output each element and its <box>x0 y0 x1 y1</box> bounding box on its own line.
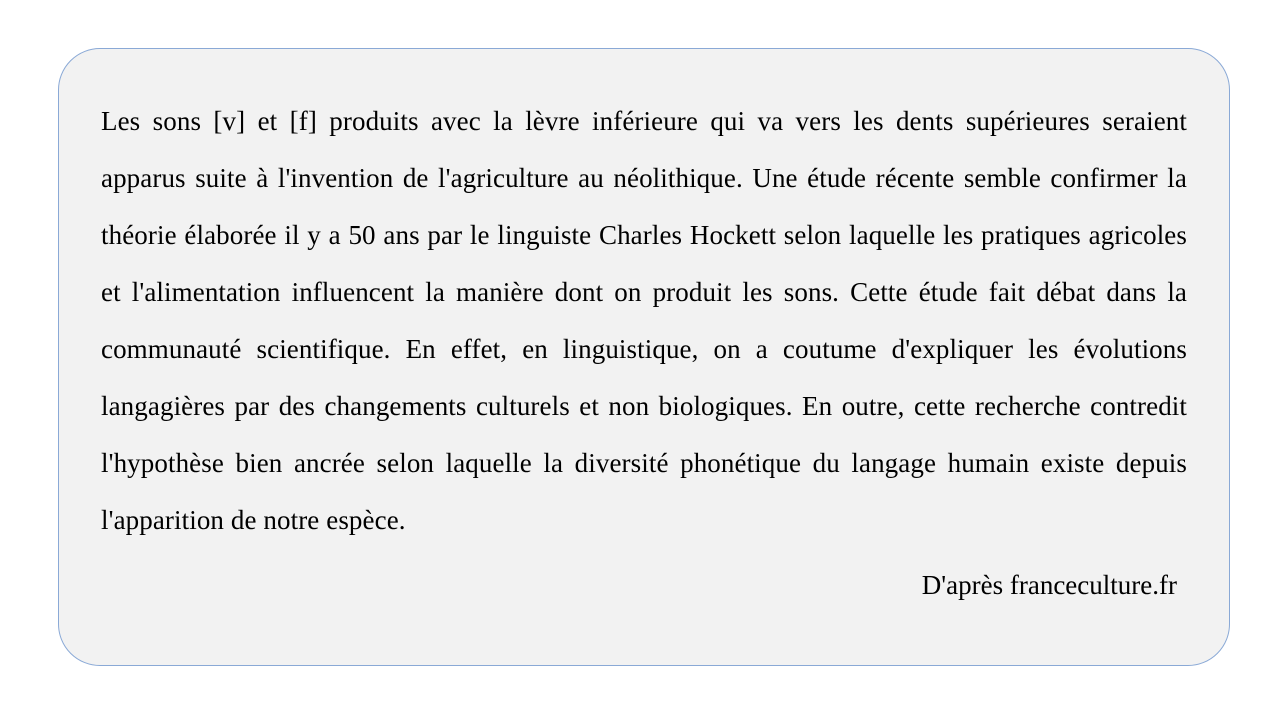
source-attribution: D'après franceculture.fr <box>921 570 1177 600</box>
text-card <box>58 48 1230 666</box>
body-paragraph: Les sons [v] et [f] produits avec la lèvre inférieure qui va vers les dents supérieures seraient apparus suite à l'invention de l'agriculture au néolithique. Une étude récente semble confirmer la théorie élaborée il y a 50 ans par le linguiste Charles Hockett selon laquelle les pratiques agricoles et l'alimentation influencent la manière dont on produit les sons. Cette étude fait débat dans la communauté scientifique. En effet, en linguistique, on a coutume d'expliquer les évolutions langagières par des changements culturels et non biologiques. En outre, cette recherche contredit l'hypothèse bien ancrée selon laquelle la diversité phonétique du langage humain existe depuis l'apparition de notre espèce. <box>101 106 1187 535</box>
